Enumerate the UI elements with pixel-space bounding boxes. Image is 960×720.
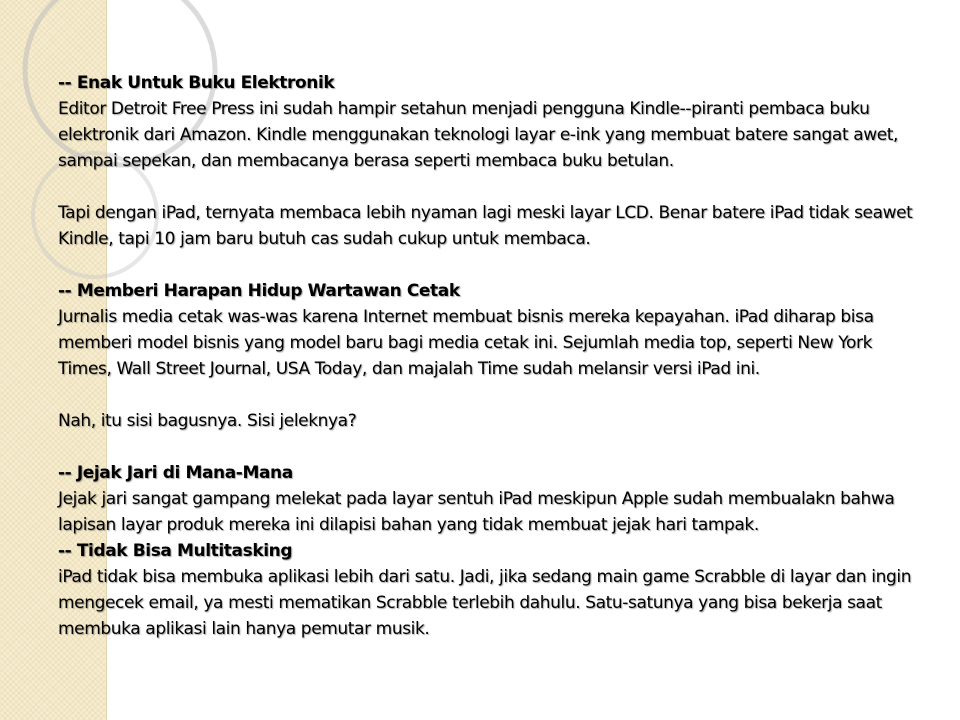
spacer [58,382,928,408]
paragraph-fingerprints: Jejak jari sangat gampang melekat pada layar sentuh iPad meskipun Apple sudah membualakn bahwa lapisan layar produk mereka ini dilapisi bahan yang tidak membuat jejak hari tampak. [58,489,895,535]
spacer [58,252,928,278]
paragraph-multitasking: iPad tidak bisa membuka aplikasi lebih dari satu. Jadi, jika sedang main game Scrabble di layar dan ingin mengecek email, ya mesti mematikan Scrabble terlebih dahulu. Satu-satunya yang bisa bekerja saat membuka aplikasi lain hanya pemutar musik. [58,567,912,639]
paragraph-ebook-kindle: Editor Detroit Free Press ini sudah hampir setahun menjadi pengguna Kindle--piranti pembaca buku elektronik dari Amazon. Kindle menggunakan teknologi layar e-ink yang membuat batere sangat awet, sampai sepekan, dan membacanya berasa seperti membaca buku betulan. [58,99,899,171]
section-heading-fingerprints: -- Jejak Jari di Mana-Mana [58,463,293,483]
section-heading-multitasking: -- Tidak Bisa Multitasking [58,541,293,561]
section-heading-print-journalism: -- Memberi Harapan Hidup Wartawan Cetak [58,281,460,301]
slide-body [58,70,928,642]
paragraph-transition: Nah, itu sisi bagusnya. Sisi jeleknya? [58,411,357,431]
section-heading-ebook: -- Enak Untuk Buku Elektronik [58,73,335,93]
spacer [58,174,928,200]
paragraph-ebook-ipad: Tapi dengan iPad, ternyata membaca lebih nyaman lagi meski layar LCD. Benar batere iPad tidak seawet Kindle, tapi 10 jam baru butuh cas sudah cukup untuk membaca. [58,203,913,249]
spacer [58,434,928,460]
paragraph-print-media: Jurnalis media cetak was-was karena Internet membuat bisnis mereka kepayahan. iPad diharap bisa memberi model bisnis yang model baru bagi media cetak ini. Sejumlah media top, seperti New York Times, Wall Street Journal, USA Today, dan majalah Time sudah melansir versi iPad ini. [58,307,874,379]
